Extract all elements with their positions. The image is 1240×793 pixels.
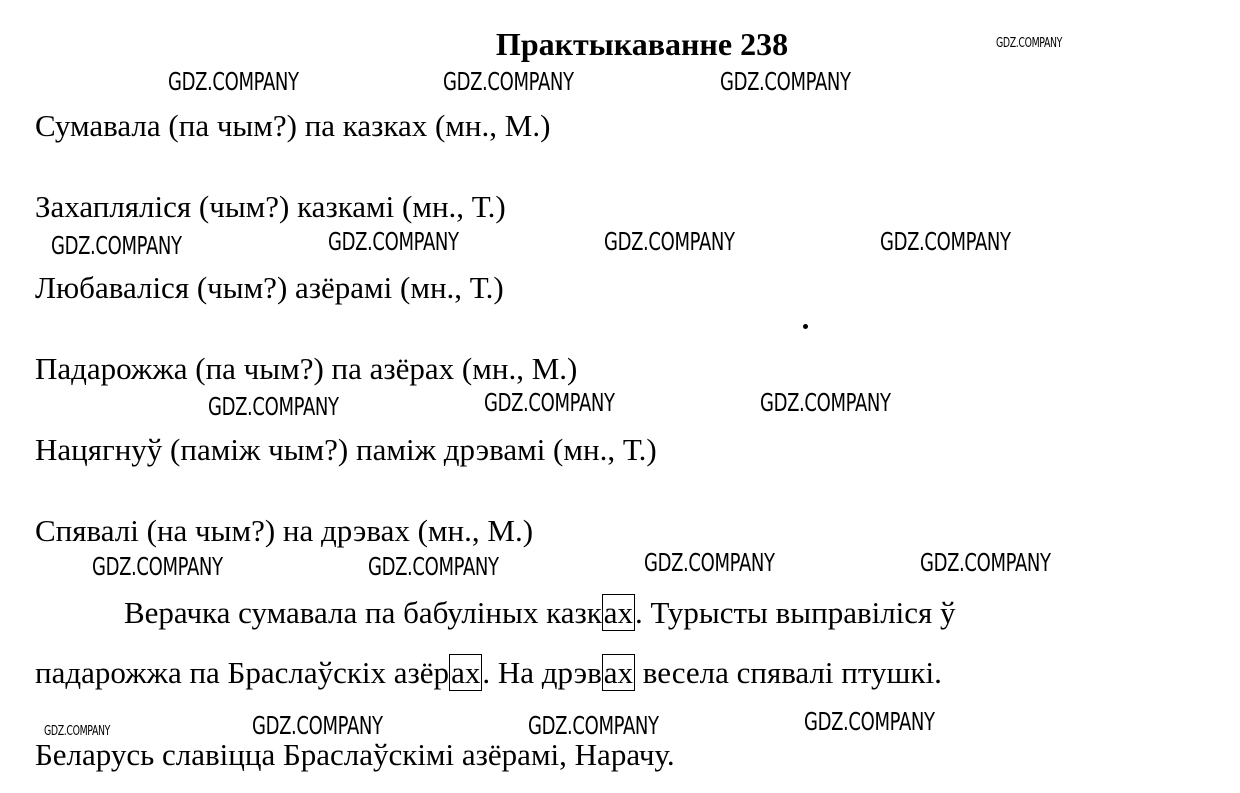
text: . Турысты выправіліся ў	[635, 595, 956, 630]
analysis-line: Падарожжа (па чым?) па азёрах (мн., М.)	[35, 351, 578, 386]
paragraph-line-1	[124, 595, 956, 631]
watermark: GDZ.COMPANY	[880, 227, 1011, 256]
watermark: GDZ.COMPANY	[604, 227, 735, 256]
analysis-line: Спявалі (на чым?) на дрэвах (мн., М.)	[35, 513, 534, 548]
watermark: GDZ.COMPANY	[528, 711, 659, 740]
watermark: GDZ.COMPANY	[168, 67, 299, 96]
watermark: GDZ.COMPANY	[443, 67, 574, 96]
watermark: GDZ.COMPANY	[720, 67, 851, 96]
watermark: GDZ.COMPANY	[760, 388, 891, 417]
watermark: GDZ.COMPANY	[92, 552, 223, 581]
page-title: Практыкаванне 238	[495, 26, 789, 62]
watermark: GDZ.COMPANY	[484, 388, 615, 417]
text: весела спявалі птушкі.	[634, 655, 942, 690]
analysis-line: Захапляліся (чым?) казкамі (мн., Т.)	[35, 189, 506, 224]
watermark: GDZ.COMPANY	[368, 552, 499, 581]
watermark: GDZ.COMPANY	[208, 392, 339, 421]
ending-box: ах	[603, 595, 634, 630]
paragraph-line-2	[35, 655, 942, 691]
text: . На дрэв	[482, 655, 602, 690]
text: Верачка сумавала па бабуліных казк	[124, 595, 602, 630]
watermark: GDZ.COMPANY	[644, 548, 775, 577]
watermark: GDZ.COMPANY	[804, 707, 935, 736]
text: падарожжа па Браслаўскіх азёр	[35, 655, 450, 690]
watermark: GDZ.COMPANY	[920, 548, 1051, 577]
analysis-line: Любаваліся (чым?) азёрамі (мн., Т.)	[35, 270, 504, 305]
watermark: GDZ.COMPANY	[44, 724, 111, 739]
watermark: GDZ.COMPANY	[328, 227, 459, 256]
analysis-line: Нацягнуў (паміж чым?) паміж дрэвамі (мн., Т.)	[35, 432, 657, 467]
watermark: GDZ.COMPANY	[252, 711, 383, 740]
watermark: GDZ.COMPANY	[51, 231, 182, 260]
ink-dot	[803, 324, 808, 329]
analysis-line: Сумавала (па чым?) па казках (мн., М.)	[35, 108, 551, 143]
ending-box: ах	[451, 655, 481, 690]
paragraph-line-3: Беларусь славіцца Браслаўскімі азёрамі, Нарачу.	[35, 737, 675, 772]
watermark: GDZ.COMPANY	[996, 36, 1063, 51]
ending-box: ах	[603, 655, 633, 690]
